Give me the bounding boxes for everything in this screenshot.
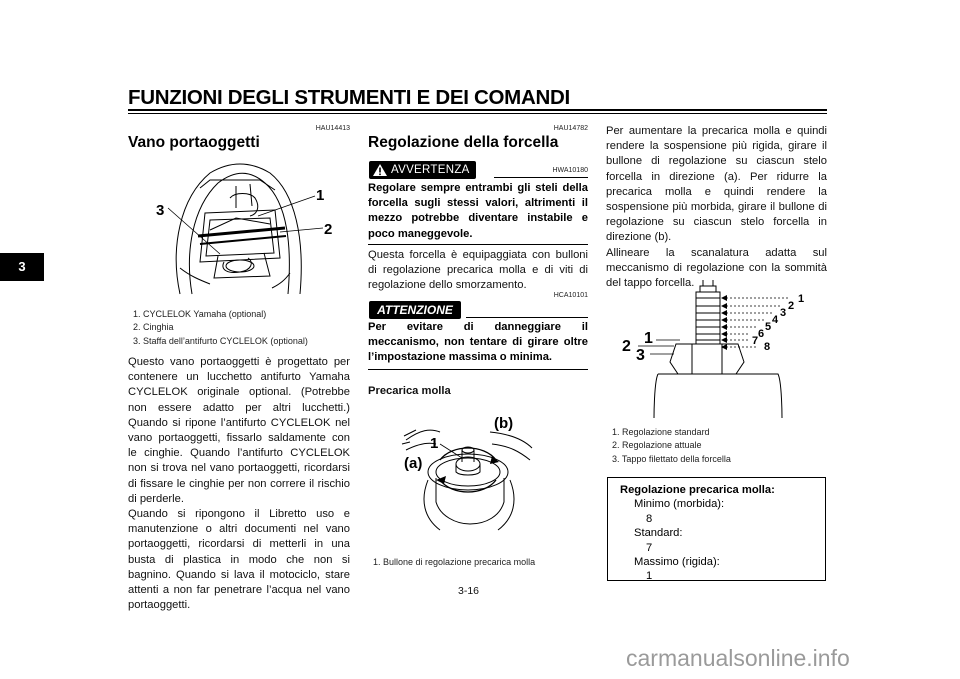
fork-intro: Questa forcella è equipaggiata con bulloni di regolazione precarica molla e di viti di regolazione dello smorzamento. <box>368 249 588 292</box>
section-title-storage: Vano portaoggetti <box>128 134 260 151</box>
chapter-tab[interactable]: 3 <box>0 253 44 281</box>
figure-callout-1: 1 <box>430 435 439 452</box>
section-title-fork: Regolazione della forcella <box>368 134 559 151</box>
preload-caption <box>373 556 593 569</box>
caution-text: Per evitare di danneggiare il meccanismo, non tentare di girare oltre l’impostazione massima o minima. <box>368 321 588 364</box>
warning-text: Regolare sempre entrambi gli steli della forcella sugli stessi valori, altrimenti il mezzo potrebbe diventare instabile e poco maneggevole. <box>368 182 588 240</box>
header-rule-thin <box>128 113 827 114</box>
paragraph: Allineare la scanalatura adatta sul meccanismo di regolazione con la sommità del tappo forcella. <box>606 246 827 290</box>
figure-callout-b: (b) <box>494 415 514 432</box>
spec-max-label: Massimo (rigida): <box>634 556 720 569</box>
figure-callout-1: 1 <box>316 187 325 204</box>
caption-item: 1. Bullone di regolazione precarica molla <box>373 557 536 567</box>
warning-code: HWA10180 <box>552 167 588 174</box>
page-title: FUNZIONI DEGLI STRUMENTI E DEI COMANDI <box>128 86 570 109</box>
caution-rule <box>466 317 588 318</box>
caption-item: 1. Regolazione standard <box>612 427 710 437</box>
caption-item: 2. Regolazione attuale <box>612 440 702 451</box>
figure-callout-a: (a) <box>404 455 423 472</box>
scale-mark-5: 5 <box>765 321 772 333</box>
caution-end-rule <box>368 369 588 370</box>
section-code: HAU14782 <box>553 125 588 132</box>
section-code: HAU14413 <box>315 125 350 132</box>
caption-item: 2. Cinghia <box>133 322 174 333</box>
paragraph: Per aumentare la precarica molla e quindi rendere la sospensione più rigida, girare il bullone di regolazione su ciascun stelo forcella in direzione (a). Per ridurre la precarica molla e quindi rendere la sospensione più morbida, girare il bullone di regolazione su ciascun stelo forcella in direzione (b). <box>606 125 827 244</box>
watermark: carmanualsonline.info <box>626 645 850 671</box>
caution-badge: ATTENZIONE <box>369 301 461 319</box>
figure-callout-1: 1 <box>644 330 653 347</box>
warning-end-rule <box>368 244 588 245</box>
figure-callout-2: 2 <box>622 338 631 355</box>
spec-min-value: 8 <box>646 512 653 525</box>
caption-item: 3. Tappo filettato della forcella <box>612 453 731 464</box>
warning-label: AVVERTENZA <box>391 164 470 176</box>
scale-mark-2: 2 <box>788 300 795 312</box>
storage-body <box>128 355 350 613</box>
subsection-title-preload: Precarica molla <box>368 385 451 397</box>
scale-mark-1: 1 <box>798 293 805 305</box>
spec-title: Regolazione precarica molla: <box>620 484 775 496</box>
figure-callout-3: 3 <box>156 202 165 219</box>
preload-spec-box <box>607 477 826 581</box>
spec-std-value: 7 <box>646 541 653 554</box>
preload-bolt-figure <box>400 410 536 536</box>
preload-scale-figure <box>618 278 818 420</box>
caution-code: HCA10101 <box>553 292 588 299</box>
preload-body <box>606 124 827 291</box>
spec-max-value: 1 <box>646 570 653 583</box>
scale-mark-4: 4 <box>772 314 779 326</box>
scale-mark-8: 8 <box>764 341 771 353</box>
spec-min-label: Minimo (morbida): <box>634 498 725 511</box>
caption-item: 3. Staffa dell’antifurto CYCLELOK (optional) <box>133 335 308 346</box>
page-number: 3-16 <box>458 585 480 597</box>
header-rule <box>128 109 827 111</box>
paragraph: Questo vano portaoggetti è progettato per contenere un lucchetto antifurto Yamaha CYCLELOK originale optional. (Potrebbe non essere adatto per altri lucchetti.) Quando si ripone l’antifurto CYCLELOK nel vano portaoggetti, fissarlo saldamente con le cinghie. Quando l’antifurto CYCLELOK non si trova nel vano portaoggetti, ricordarsi di fissare le cinghie per non correre il rischio di perderle. <box>128 356 350 505</box>
warning-triangle-icon <box>372 163 388 177</box>
scale-mark-7: 7 <box>752 335 759 347</box>
warning-rule <box>494 177 588 178</box>
scale-mark-3: 3 <box>780 307 787 319</box>
figure-callout-2: 2 <box>324 221 333 238</box>
paragraph: Quando si ripongono il Libretto uso e manutenzione o altri documenti nel vano portaoggetti, ricordarsi di metterli in una busta di plastica in modo che non si bagnino. Quando si lava il motociclo, stare attenti a non far penetrare l’acqua nel vano portaoggetti. <box>128 508 350 612</box>
scale-mark-6: 6 <box>758 328 765 340</box>
caption-item: 1. CYCLELOK Yamaha (optional) <box>133 309 267 319</box>
figure-callout-3: 3 <box>636 347 645 364</box>
spec-std-label: Standard: <box>634 527 683 540</box>
storage-compartment-figure <box>140 158 340 296</box>
storage-captions <box>133 308 353 348</box>
scale-captions <box>612 426 832 466</box>
